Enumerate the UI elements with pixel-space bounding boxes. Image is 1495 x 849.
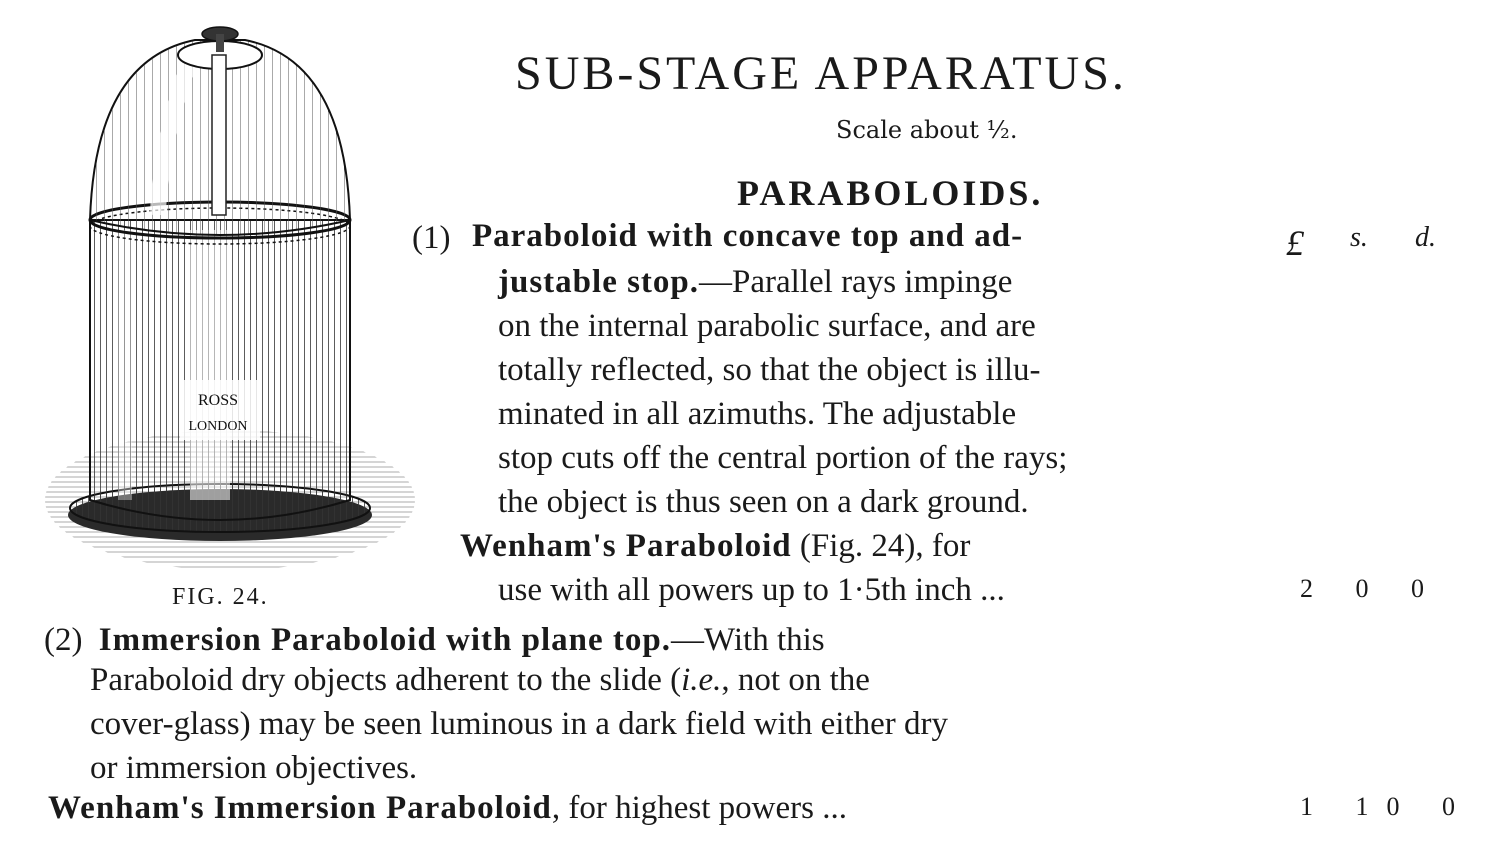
item1-product-line2: use with all powers up to 1·5th inch ... xyxy=(498,572,1005,608)
item2-line4: or immersion objectives. xyxy=(90,750,418,786)
illustration-label-line1: ROSS xyxy=(197,392,239,409)
scale-note: Scale about ½. xyxy=(836,116,1018,144)
item1-line4: totally reflected, so that the object is illu- xyxy=(498,352,1041,388)
item1-line2 xyxy=(498,264,1012,301)
item1-line6: stop cuts off the central portion of the rays; xyxy=(498,440,1068,476)
item2-title: Immersion Paraboloid with plane top. xyxy=(98,622,672,658)
currency-pound: £ xyxy=(1286,223,1304,263)
item2-product-line xyxy=(48,790,847,827)
item2-product-name: Wenham's Immersion Paraboloid xyxy=(48,790,552,826)
paraboloid-illustration xyxy=(40,20,420,580)
item1-line2-rest: —Parallel rays impinge xyxy=(699,264,1013,300)
item2-line3: cover-glass) may be seen luminous in a dark field with either dry xyxy=(90,706,948,742)
item2-price: 1 10 0 xyxy=(1300,792,1473,821)
section-heading: PARABOLOIDS. xyxy=(737,173,1044,213)
item1-product-rest: (Fig. 24), for xyxy=(791,528,971,564)
item1-title-line1: Paraboloid with concave top and ad- xyxy=(472,218,1024,254)
item1-price: 2 0 0 xyxy=(1300,574,1442,603)
item2-number: (2) xyxy=(44,622,83,658)
illustration-label-line2: LONDON xyxy=(188,419,248,434)
item2-product-rest: , for highest powers ... xyxy=(551,790,847,826)
item2-ie: i.e. xyxy=(681,662,722,698)
item1-line7: the object is thus seen on a dark ground. xyxy=(498,484,1029,520)
currency-shilling: s. xyxy=(1350,222,1368,253)
item2-line1 xyxy=(44,622,825,659)
item1-number: (1) xyxy=(412,220,451,256)
figure-caption: FIG. 24. xyxy=(172,584,269,610)
item2-line2a: Paraboloid dry objects adherent to the slide ( xyxy=(90,662,682,698)
item1-product-line xyxy=(460,528,970,565)
page-title: SUB-STAGE APPARATUS. xyxy=(515,47,1127,100)
item1-product-name: Wenham's Paraboloid xyxy=(460,528,792,564)
item2-title-rest: —With this xyxy=(671,622,825,658)
item2-line2b: , not on the xyxy=(721,662,870,698)
item1-line5: minated in all azimuths. The adjustable xyxy=(498,396,1017,432)
currency-pence: d. xyxy=(1415,222,1436,253)
item1-title-line2: justable stop. xyxy=(498,264,700,300)
item1-line3: on the internal parabolic surface, and are xyxy=(498,308,1036,344)
item2-line2 xyxy=(90,662,870,699)
